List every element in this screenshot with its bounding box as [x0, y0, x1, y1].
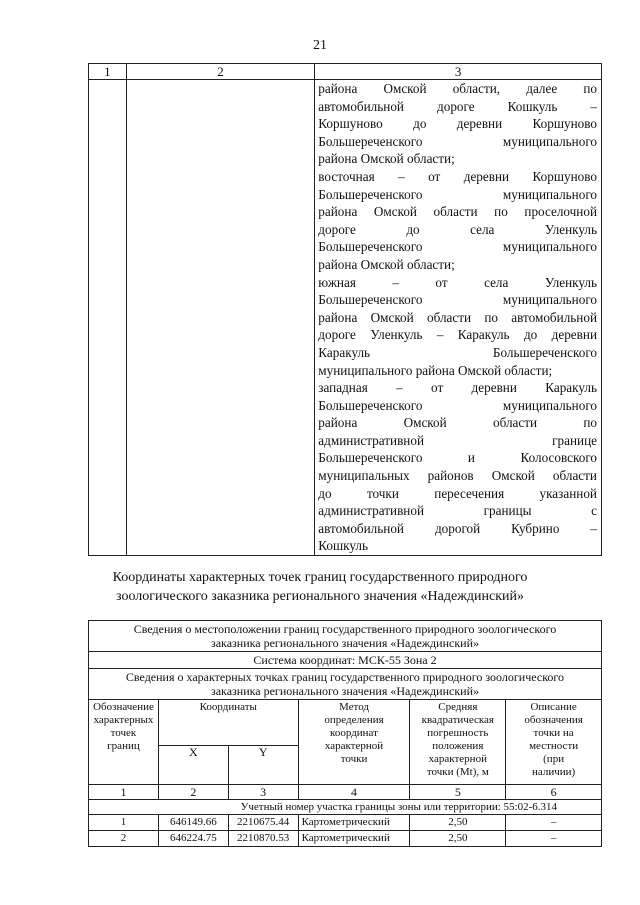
location-info-row: [89, 621, 602, 652]
text-line: до точки пересечения указанной: [318, 485, 597, 501]
coordinate-system-row: [89, 652, 602, 669]
text-line: дороге до села Уленкуль: [318, 221, 597, 237]
coordinate-system-cell: Система координат: МСК-55 Зона 2: [89, 652, 602, 669]
header-y: Y: [228, 746, 298, 785]
header-description: [506, 700, 602, 785]
heading-line-1: Координаты характерных точек границ государственного природного: [112, 570, 528, 585]
table-body-row: [89, 80, 602, 556]
column-number-row: [89, 785, 602, 800]
boundary-description-cell: [315, 80, 602, 556]
column-header-row: [89, 700, 602, 746]
text-line: Каракуль Большереченского: [318, 344, 597, 360]
text-line: административной границы с: [318, 503, 597, 519]
points-info-cell: [89, 669, 602, 700]
header-text: характерной: [324, 740, 384, 752]
text-line: Большереченского и Колосовского: [318, 450, 597, 466]
description-cell: –: [506, 831, 602, 847]
text-line: Коршуново до деревни Коршуново: [318, 116, 597, 132]
coordinate-y: 2210675.44: [228, 815, 298, 831]
coordinate-x: 646224.75: [158, 831, 228, 847]
header-text: границ: [107, 740, 140, 752]
text-line: восточная – от деревни Коршуново: [318, 168, 597, 184]
location-info-line-1: Сведения о местоположении границ государственного природного зоологического: [133, 622, 557, 636]
points-info-row: [89, 669, 602, 700]
point-number: 2: [89, 831, 159, 847]
boundary-description-table: [88, 63, 602, 556]
header-col-1: 1: [89, 64, 127, 80]
point-number: 1: [89, 815, 159, 831]
text-line: Кошкуль: [318, 538, 369, 554]
text-line: западная – от деревни Каракуль: [318, 380, 597, 396]
text-line: Большереченского муниципального: [318, 292, 597, 308]
column-number: 4: [298, 785, 410, 800]
header-text: точки на: [533, 727, 574, 739]
text-line: Большереченского муниципального: [318, 186, 597, 202]
text-line: административной границе: [318, 432, 597, 448]
text-line: Большереченского муниципального: [318, 397, 597, 413]
heading-line-2: зоологического заказника регионального значения «Надеждинский»: [116, 589, 524, 604]
location-info-cell: [89, 621, 602, 652]
header-text: Описание: [530, 701, 577, 713]
empty-cell-1: [89, 80, 127, 556]
error-cell: 2,50: [410, 815, 506, 831]
location-info-line-2: заказника регионального значения «Надеждинский»: [210, 636, 480, 650]
section-heading: [40, 568, 600, 606]
header-mean-error: [410, 700, 506, 785]
points-info-line-1: Сведения о характерных точках границ государственного природного зоологического: [125, 670, 565, 684]
empty-cell-2: [126, 80, 315, 556]
text-line: района Омской области по: [318, 415, 597, 431]
column-number: 2: [158, 785, 228, 800]
column-number: 1: [89, 785, 159, 800]
header-method: [298, 700, 410, 785]
points-info-line-2: заказника регионального значения «Надеждинский»: [210, 684, 480, 698]
text-line: муниципального района Омской области;: [318, 362, 553, 378]
column-number: 6: [506, 785, 602, 800]
text-line: района Омской области;: [318, 256, 455, 272]
text-line: южная – от села Уленкуль: [318, 274, 597, 290]
text-line: района Омской области;: [318, 151, 455, 167]
header-text: характерных: [93, 714, 154, 726]
header-coordinates: Координаты: [158, 700, 298, 746]
header-text: (при: [543, 753, 565, 765]
header-text: характерной: [428, 753, 487, 765]
method-cell: Картометрический: [298, 815, 410, 831]
header-text: Обозначение: [93, 701, 154, 713]
coordinate-x: 646149.66: [158, 815, 228, 831]
parcel-number-cell: Учетный номер участка границы зоны или территории: 55:02-6.314: [89, 800, 602, 815]
table-row: [89, 831, 602, 847]
coordinates-table: [88, 620, 602, 847]
header-designation: [89, 700, 159, 785]
table-header-row: [89, 64, 602, 80]
text-line: Большереченского муниципального: [318, 239, 597, 255]
text-line: автомобильной дороге Кошкуль –: [318, 98, 597, 114]
text-line: дороге Уленкуль – Каракуль до деревни: [318, 327, 597, 343]
header-text: точки (Mt), м: [426, 766, 489, 778]
header-text: Метод: [339, 701, 369, 713]
text-line: автомобильной дорогой Кубрино –: [318, 520, 597, 536]
header-text: Средняя: [438, 701, 478, 713]
header-text: определения: [324, 714, 384, 726]
boundary-description-text: [315, 80, 601, 555]
header-text: положения: [432, 740, 484, 752]
header-text: обозначения: [524, 714, 583, 726]
header-x: X: [158, 746, 228, 785]
table-row: [89, 815, 602, 831]
text-line: района Омской области по проселочной: [318, 204, 597, 220]
column-number: 5: [410, 785, 506, 800]
page-number: 21: [313, 38, 327, 53]
description-cell: –: [506, 815, 602, 831]
header-text: квадратическая: [421, 714, 494, 726]
text-line: муниципальных районов Омской области: [318, 468, 597, 484]
header-col-2: 2: [126, 64, 315, 80]
header-text: погрешность: [427, 727, 489, 739]
text-line: Большереченского муниципального: [318, 133, 597, 149]
coordinate-y: 2210870.53: [228, 831, 298, 847]
method-cell: Картометрический: [298, 831, 410, 847]
header-text: точки: [340, 753, 368, 765]
header-text: точек: [110, 727, 137, 739]
header-col-3: 3: [315, 64, 602, 80]
header-text: наличии): [532, 766, 576, 778]
header-text: координат: [330, 727, 378, 739]
column-number: 3: [228, 785, 298, 800]
parcel-number-row: [89, 800, 602, 815]
header-text: местности: [529, 740, 579, 752]
text-line: района Омской области, далее по: [318, 81, 597, 96]
error-cell: 2,50: [410, 831, 506, 847]
text-line: района Омской области по автомобильной: [318, 309, 597, 325]
